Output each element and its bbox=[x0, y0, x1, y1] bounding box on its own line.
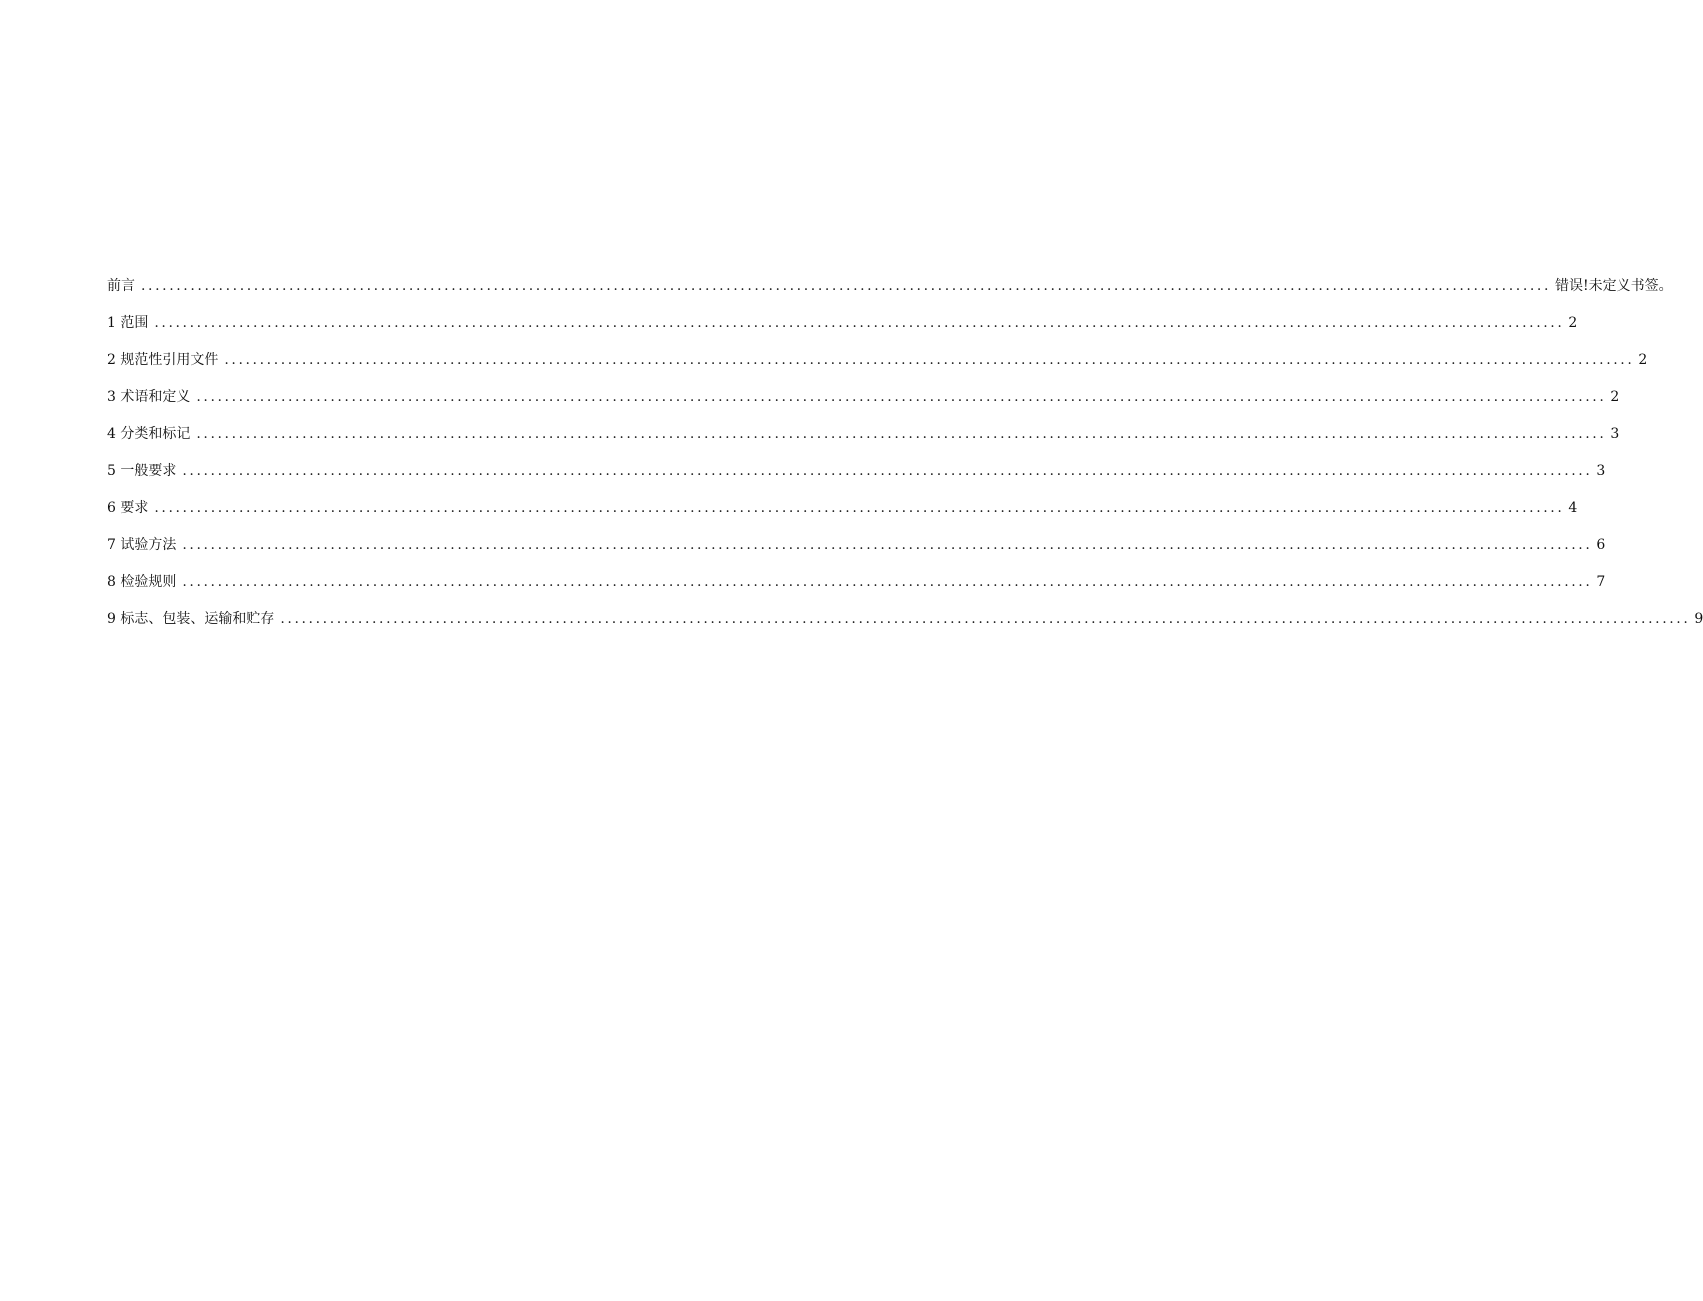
toc-entry-scope[interactable] bbox=[107, 313, 1578, 350]
toc-entry-title: 4 分类和标记 bbox=[107, 426, 191, 442]
toc-entry-test-methods[interactable] bbox=[107, 535, 1606, 572]
toc-entry-classification-marking[interactable] bbox=[107, 424, 1620, 461]
toc-entry-title: 8 检验规则 bbox=[107, 574, 177, 590]
toc-dot-leader: ........................................................................................................................................................................................................ bbox=[196, 426, 1607, 442]
toc-dot-leader: ........................................................................................................................................................................................................ bbox=[154, 500, 1565, 516]
toc-entry-page: 2 bbox=[1638, 352, 1648, 368]
table-of-contents bbox=[107, 276, 1703, 646]
toc-entry-title: 2 规范性引用文件 bbox=[107, 352, 219, 368]
toc-entry-foreword[interactable] bbox=[107, 276, 1673, 313]
toc-entry-page: 错误!未定义书签。 bbox=[1555, 278, 1673, 294]
toc-dot-leader: ........................................................................................................................................................................................................ bbox=[224, 352, 1635, 368]
toc-dot-leader: ........................................................................................................................................................................................................ bbox=[141, 278, 1552, 294]
toc-entry-requirements[interactable] bbox=[107, 498, 1578, 535]
toc-entry-page: 3 bbox=[1596, 463, 1606, 479]
toc-entry-page: 2 bbox=[1568, 315, 1578, 331]
toc-entry-title: 3 术语和定义 bbox=[107, 389, 191, 405]
toc-entry-title: 6 要求 bbox=[107, 500, 149, 516]
toc-entry-inspection-rules[interactable] bbox=[107, 572, 1606, 609]
toc-entry-marking-packaging-transport-storage[interactable] bbox=[107, 609, 1703, 646]
toc-entry-page: 7 bbox=[1596, 574, 1606, 590]
toc-entry-title: 前言 bbox=[107, 278, 135, 294]
toc-entry-page: 6 bbox=[1596, 537, 1606, 553]
toc-entry-page: 2 bbox=[1610, 389, 1620, 405]
toc-entry-terms-definitions[interactable] bbox=[107, 387, 1620, 424]
toc-entry-page: 3 bbox=[1610, 426, 1620, 442]
toc-dot-leader: ........................................................................................................................................................................................................ bbox=[154, 315, 1565, 331]
toc-entry-page: 4 bbox=[1568, 500, 1578, 516]
toc-dot-leader: ........................................................................................................................................................................................................ bbox=[196, 389, 1607, 405]
toc-dot-leader: ........................................................................................................................................................................................................ bbox=[182, 574, 1593, 590]
toc-dot-leader: ........................................................................................................................................................................................................ bbox=[280, 611, 1691, 627]
toc-entry-title: 5 一般要求 bbox=[107, 463, 177, 479]
toc-entry-normative-references[interactable] bbox=[107, 350, 1648, 387]
toc-entry-general-requirements[interactable] bbox=[107, 461, 1606, 498]
toc-entry-title: 9 标志、包装、运输和贮存 bbox=[107, 611, 275, 627]
toc-dot-leader: ........................................................................................................................................................................................................ bbox=[182, 537, 1593, 553]
toc-entry-title: 7 试验方法 bbox=[107, 537, 177, 553]
toc-entry-page: 9 bbox=[1694, 611, 1703, 627]
toc-entry-title: 1 范围 bbox=[107, 315, 149, 331]
toc-dot-leader: ........................................................................................................................................................................................................ bbox=[182, 463, 1593, 479]
